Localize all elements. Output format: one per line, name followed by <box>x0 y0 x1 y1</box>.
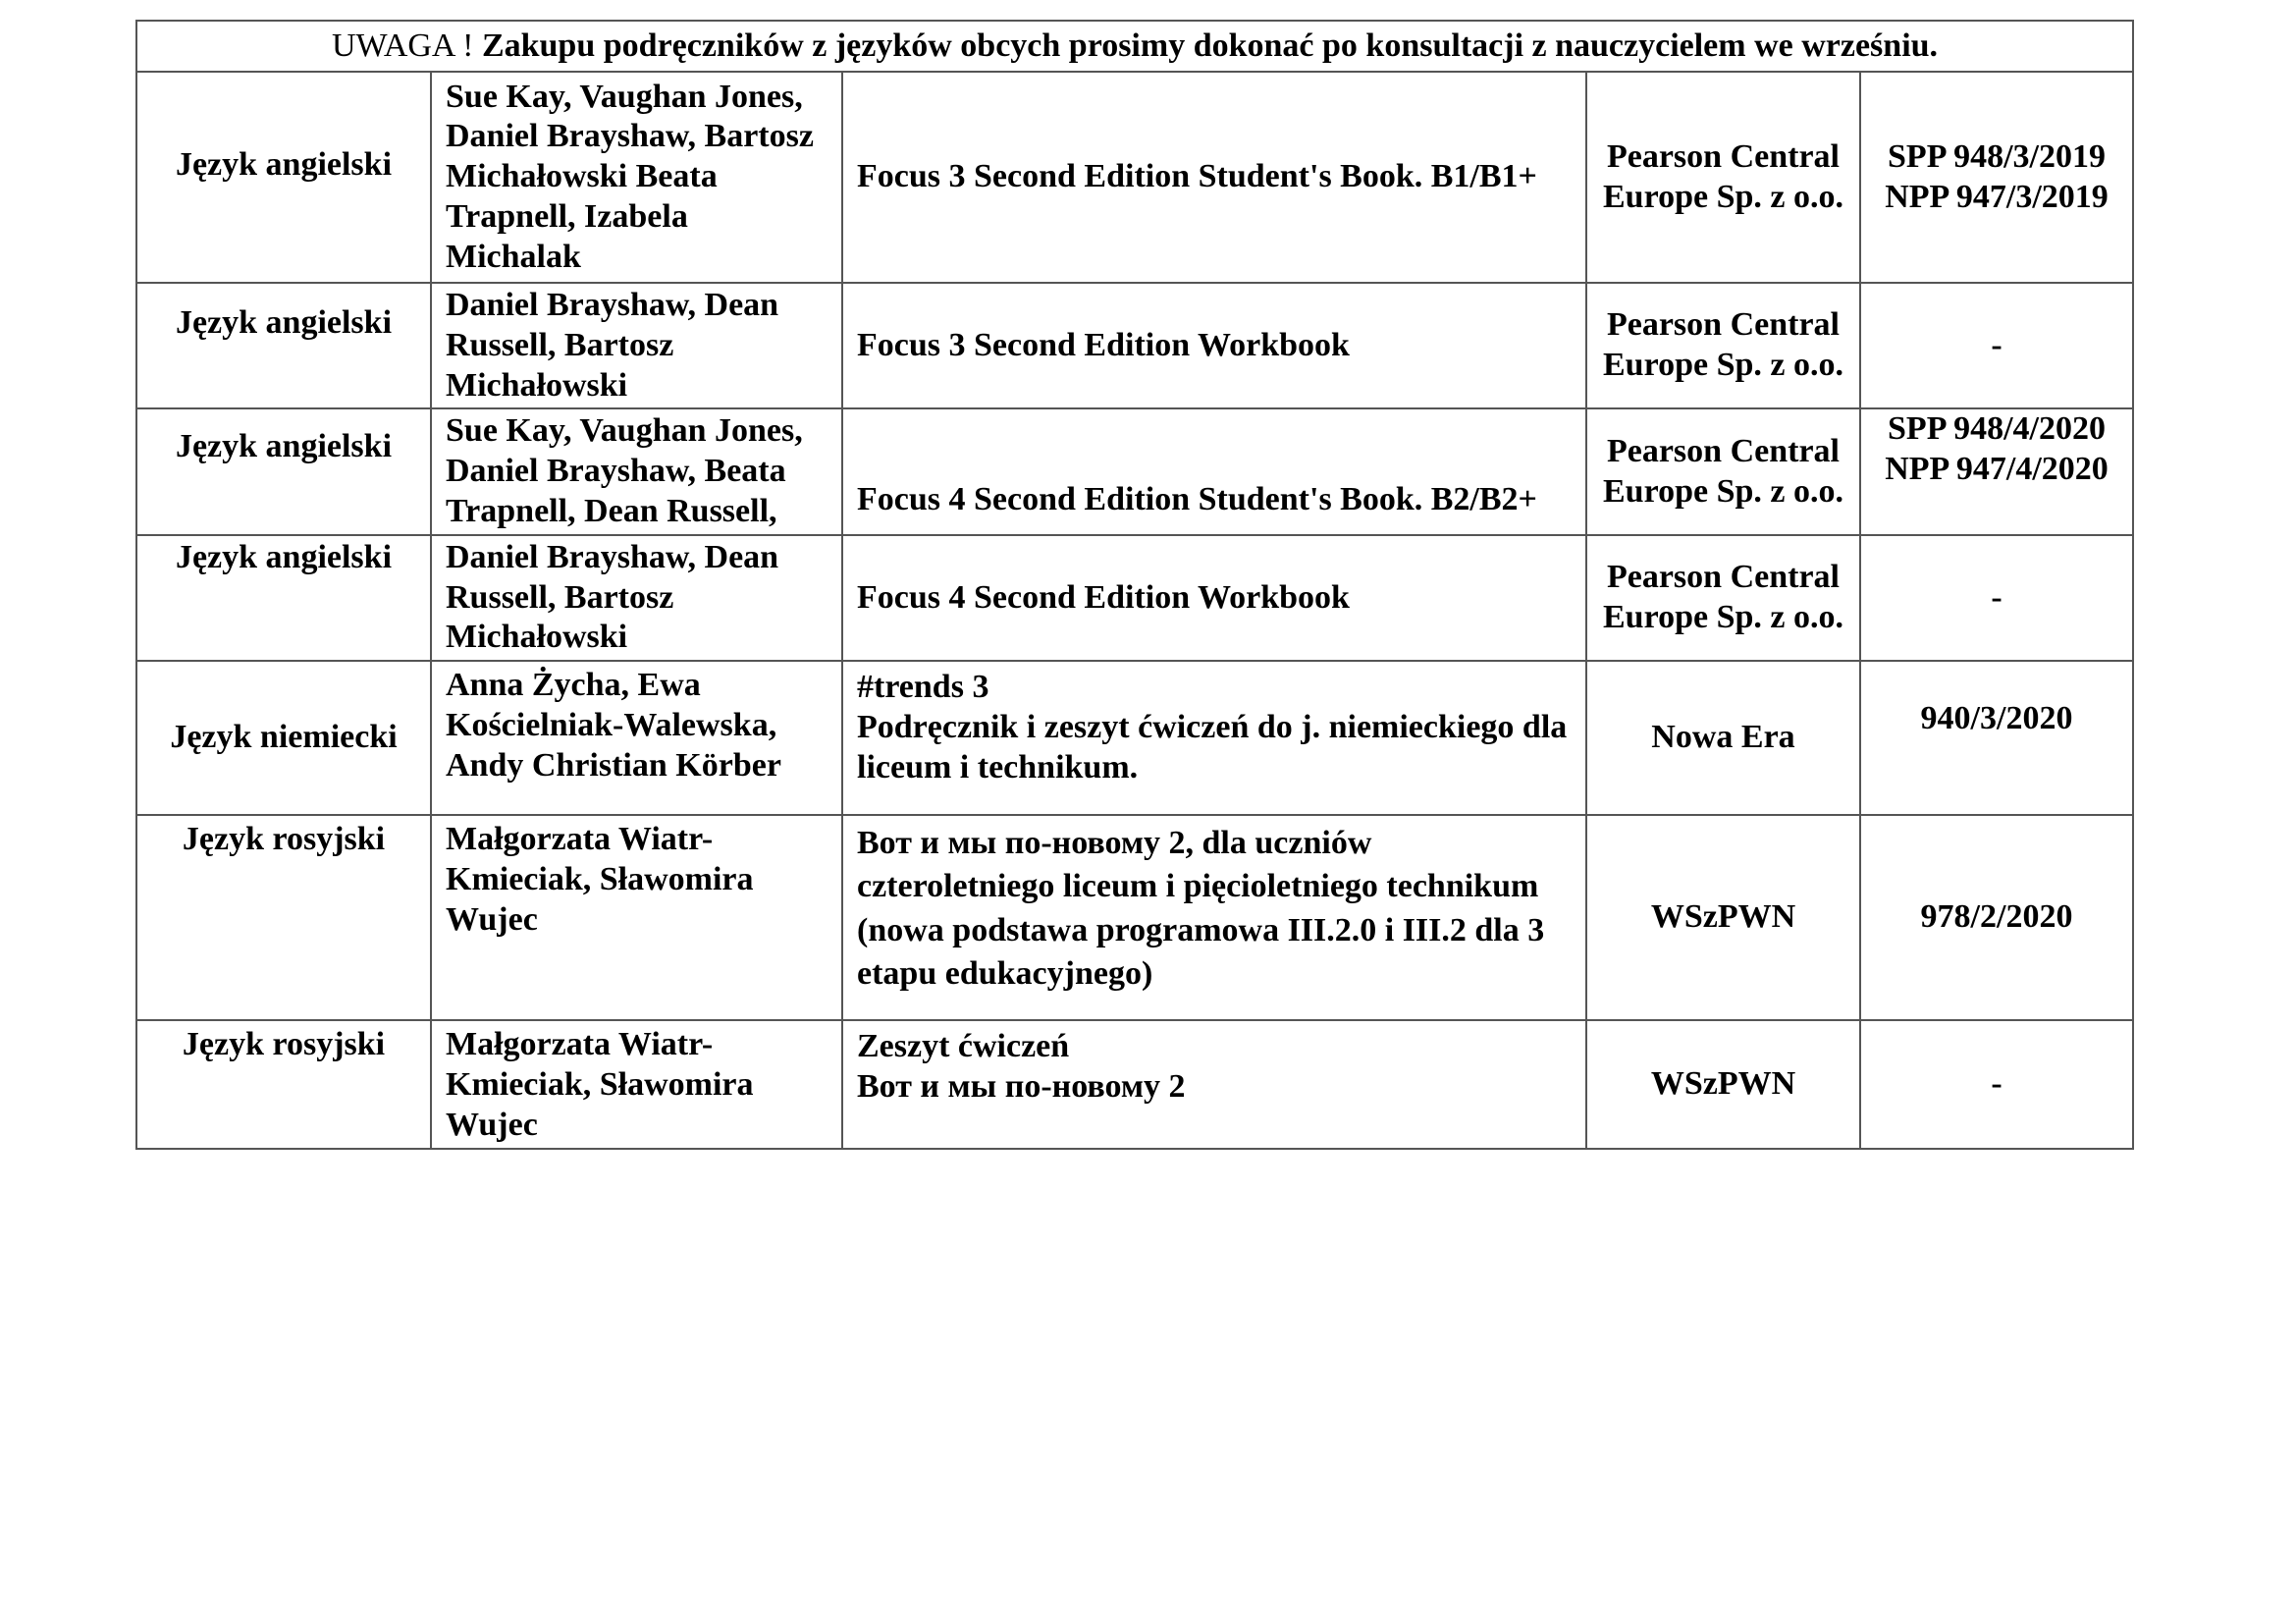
publisher-cell: Nowa Era <box>1586 661 1860 815</box>
authors-cell: Daniel Brayshaw, Dean Russell, Bartosz Michałowski <box>431 535 842 661</box>
approval-cell <box>1860 408 2133 534</box>
subject-cell: Język angielski <box>136 283 431 408</box>
title-line: Focus 3 Second Edition Student's Book. B1/B1+ <box>857 158 1537 195</box>
title-cell <box>842 661 1586 815</box>
approval-line: - <box>1991 1064 2002 1102</box>
approval-line: - <box>1991 326 2002 363</box>
publisher-cell: Pearson Central Europe Sp. z o.o. <box>1586 283 1860 408</box>
approval-line: 940/3/2020 <box>1920 700 2073 737</box>
authors-cell: Anna Życha, Ewa Kościelniak-Walewska, Andy Christian Körber <box>431 661 842 815</box>
title-line: #trends 3 <box>857 669 989 706</box>
table-row <box>136 72 2133 283</box>
publisher-cell: WSzPWN <box>1586 815 1860 1020</box>
approval-cell <box>1860 535 2133 661</box>
title-line: Podręcznik i zeszyt ćwiczeń do j. niemieckiego dla liceum i technikum. <box>857 708 1568 785</box>
approval-line: 978/2/2020 <box>1920 898 2073 936</box>
table-row <box>136 283 2133 408</box>
subject-cell: Język angielski <box>136 408 431 534</box>
publisher-cell: Pearson Central Europe Sp. z o.o. <box>1586 72 1860 283</box>
approval-cell <box>1860 661 2133 815</box>
table-row <box>136 815 2133 1020</box>
table-row <box>136 1020 2133 1148</box>
approval-line: SPP 948/3/2019 <box>1888 137 2106 175</box>
approval-line: NPP 947/3/2019 <box>1885 178 2109 215</box>
subject-cell: Język angielski <box>136 535 431 661</box>
subject-cell: Język angielski <box>136 72 431 283</box>
notice-text: Zakupu podręczników z języków obcych prosimy dokonać po konsultacji z nauczycielem we wrześniu. <box>481 27 1939 64</box>
approval-line: - <box>1991 578 2002 616</box>
table-row <box>136 661 2133 815</box>
notice-row <box>136 21 2133 72</box>
subject-cell: Język rosyjski <box>136 1020 431 1148</box>
title-cell <box>842 72 1586 283</box>
approval-line: NPP 947/4/2020 <box>1885 451 2109 488</box>
title-line: Focus 4 Second Edition Student's Book. B2/B2+ <box>857 480 1537 517</box>
publisher-cell: Pearson Central Europe Sp. z o.o. <box>1586 408 1860 534</box>
authors-cell: Sue Kay, Vaughan Jones, Daniel Brayshaw, Beata Trapnell, Dean Russell, <box>431 408 842 534</box>
title-cell <box>842 815 1586 1020</box>
title-line: Вот и мы по-новому 2 <box>857 1067 1186 1105</box>
approval-cell <box>1860 72 2133 283</box>
title-cell <box>842 408 1586 534</box>
title-cell <box>842 535 1586 661</box>
publisher-cell: WSzPWN <box>1586 1020 1860 1148</box>
subject-cell: Język niemiecki <box>136 661 431 815</box>
table-row <box>136 408 2133 534</box>
publisher-cell: Pearson Central Europe Sp. z o.o. <box>1586 535 1860 661</box>
table-row <box>136 535 2133 661</box>
title-line: Вот и мы по-новому 2, dla uczniów czteroletniego liceum i pięcioletniego technikum (nowa podstawa programowa III.2.0 i III.2 dla 3 etapu edukacyjnego) <box>857 825 1545 992</box>
title-line: Focus 4 Second Edition Workbook <box>857 578 1350 616</box>
subject-cell: Język rosyjski <box>136 815 431 1020</box>
authors-cell: Małgorzata Wiatr-Kmieciak, Sławomira Wujec <box>431 815 842 1020</box>
approval-cell <box>1860 283 2133 408</box>
notice-lead: UWAGA ! <box>331 27 482 64</box>
authors-cell: Sue Kay, Vaughan Jones, Daniel Brayshaw, Bartosz Michałowski Beata Trapnell, Izabela Michalak <box>431 72 842 283</box>
title-cell <box>842 1020 1586 1148</box>
approval-line: SPP 948/4/2020 <box>1888 410 2106 448</box>
textbook-table <box>135 20 2134 1150</box>
approval-cell <box>1860 815 2133 1020</box>
authors-cell: Daniel Brayshaw, Dean Russell, Bartosz Michałowski <box>431 283 842 408</box>
title-cell <box>842 283 1586 408</box>
approval-cell <box>1860 1020 2133 1148</box>
notice-cell <box>136 21 2133 72</box>
title-line: Focus 3 Second Edition Workbook <box>857 326 1350 363</box>
title-line: Zeszyt ćwiczeń <box>857 1028 1070 1065</box>
authors-cell: Małgorzata Wiatr-Kmieciak, Sławomira Wujec <box>431 1020 842 1148</box>
